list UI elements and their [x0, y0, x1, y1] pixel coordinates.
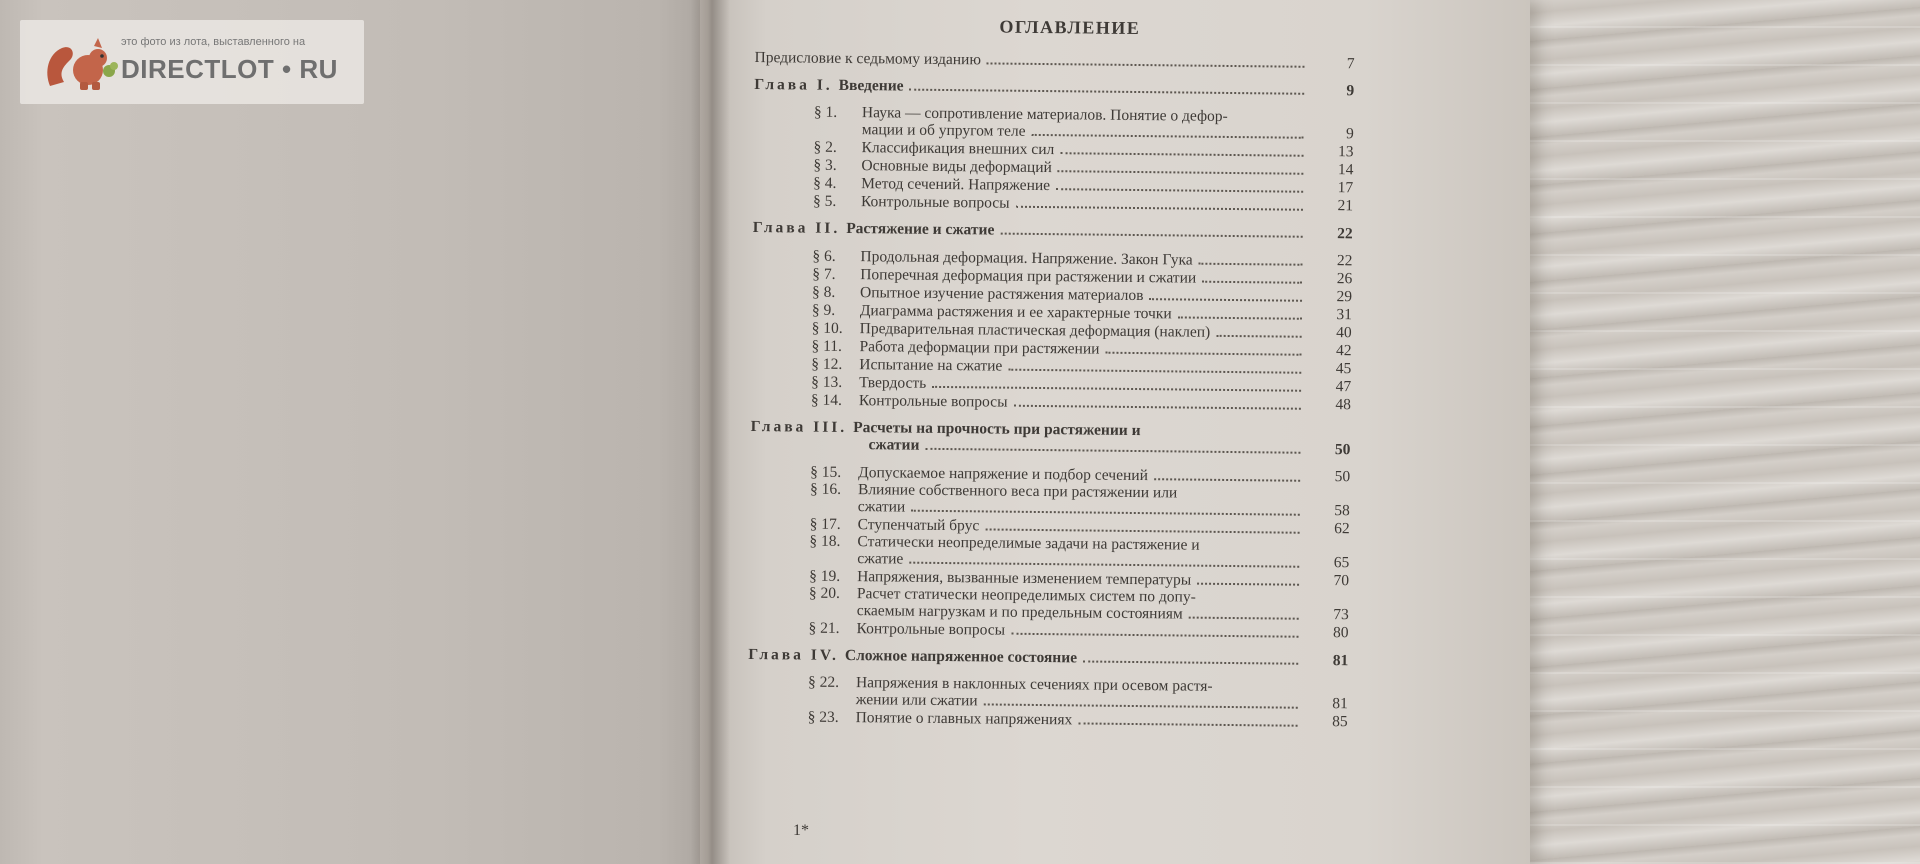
preface-label: Предисловие к седьмому изданию [754, 48, 982, 69]
toc-title: ОГЛАВЛЕНИЕ [999, 16, 1141, 39]
section-number: § 21. [808, 619, 840, 637]
section-number: § 20. [808, 584, 841, 602]
section-title: Предварительная пластическая деформация (наклеп) [859, 320, 1211, 341]
section-number: § 22. [807, 673, 840, 691]
leader-dots [1149, 298, 1302, 302]
watermark-brand: DIRECTLOT • RU [121, 54, 338, 84]
section-title: Статически неопределимые задачи на растяжение и [857, 533, 1200, 554]
page-signature: 1* [793, 822, 809, 839]
leader-dots [1105, 352, 1301, 356]
chapter-title: Расчеты на прочность при растяжении и [853, 419, 1141, 440]
section-list [748, 673, 1349, 731]
section-text [810, 481, 1306, 520]
section-title: Контрольные вопросы [856, 620, 1006, 639]
chapter-prefix: Глава I. [754, 75, 833, 94]
section-number: § 9. [811, 301, 836, 319]
section-number: § 16. [809, 480, 842, 498]
section-title: мации и об упругом теле [861, 121, 1026, 140]
section-title: Твердость [859, 374, 927, 392]
section-title: Опытное изучение растяжения материалов [859, 284, 1144, 305]
page-number: 9 [1346, 82, 1355, 100]
section-list [748, 462, 1350, 642]
leader-dots [932, 386, 1301, 392]
leader-dots [1056, 188, 1303, 193]
section-title: Основные виды деформаций [861, 157, 1052, 177]
leader-dots [1154, 478, 1300, 482]
leader-dots [910, 89, 1305, 95]
toc-section-row [754, 103, 1354, 143]
section-number: § 5. [812, 192, 837, 210]
section-number: § 23. [807, 708, 839, 726]
section-number: § 18. [809, 532, 841, 550]
section-title: Допускаемое напряжение и подбор сечений [858, 464, 1148, 485]
toc-preface-row [754, 49, 1354, 72]
section-number: § 11. [811, 337, 843, 355]
section-title: Понятие о главных напряжениях [855, 709, 1073, 729]
toc-section-row [748, 673, 1348, 713]
section-number: § 17. [809, 515, 841, 533]
leader-dots [925, 448, 1300, 454]
book-gutter-shadow [690, 0, 730, 864]
section-title: Метод сечений. Напряжение [861, 175, 1051, 195]
leader-dots [987, 62, 1305, 67]
toc-chapter-row [754, 76, 1354, 99]
section-text [808, 674, 1304, 713]
page-number: 85 [1332, 713, 1348, 731]
section-number: § 15. [810, 463, 842, 481]
page-number: 40 [1336, 324, 1352, 342]
section-title: Контрольные вопросы [860, 193, 1010, 212]
chapter-prefix: Глава III. [750, 417, 848, 436]
toc-section-row [749, 584, 1349, 624]
section-text [809, 585, 1305, 624]
page-number: 26 [1336, 270, 1353, 288]
section-number: § 7. [812, 265, 836, 283]
leader-dots [1197, 583, 1299, 586]
chapter-prefix: Глава II. [752, 218, 841, 237]
page-number: 22 [1337, 225, 1353, 243]
section-title: Влияние собственного веса при растяжении или [857, 481, 1178, 502]
page-number: 45 [1335, 360, 1352, 378]
leader-dots [1216, 335, 1301, 338]
page-number: 13 [1338, 143, 1354, 161]
section-number: § 4. [813, 174, 837, 192]
toc-section-row [750, 480, 1350, 520]
section-title: жении или сжатии [855, 691, 978, 710]
page-number: 70 [1333, 572, 1350, 590]
page-number: 81 [1332, 652, 1349, 670]
section-title: сжатие [857, 550, 904, 568]
page-number: 21 [1337, 197, 1354, 215]
table-of-contents [748, 14, 1355, 731]
section-number: § 12. [811, 355, 843, 373]
section-title: Контрольные вопросы [858, 392, 1008, 411]
page-number: 50 [1334, 441, 1351, 459]
leader-dots [1189, 617, 1299, 620]
section-number: § 13. [811, 373, 843, 391]
section-number: § 14. [810, 391, 843, 409]
left-book-page [0, 0, 715, 864]
page-number: 80 [1332, 624, 1349, 642]
page-number: 14 [1337, 161, 1354, 179]
leader-dots [985, 528, 1299, 533]
section-number: § 10. [811, 319, 843, 337]
section-title: Классификация внешних сил [861, 139, 1055, 159]
page-number: 62 [1334, 520, 1350, 538]
section-list [753, 103, 1354, 215]
section-number: § 2. [813, 138, 837, 156]
section-title: Напряжения в наклонных сечениях при осевом растя- [855, 674, 1213, 695]
leader-dots [1031, 134, 1303, 139]
section-title: Диаграмма растяжения и ее характерные точки [859, 302, 1172, 323]
leader-dots [1016, 206, 1303, 211]
page-number: 31 [1336, 306, 1352, 324]
toc-chapter-row [753, 219, 1353, 242]
leader-dots [1013, 405, 1300, 410]
section-number: § 8. [812, 283, 836, 301]
chapter-title: Введение [838, 76, 904, 95]
toc-chapter-row [748, 646, 1348, 669]
page-number: 42 [1335, 342, 1352, 360]
page-number: 47 [1335, 378, 1352, 396]
watermark-caption: это фото из лота, выставленного на [121, 36, 306, 48]
leader-dots [1202, 281, 1302, 284]
chapter-title: Сложное напряженное состояние [844, 646, 1078, 667]
section-title: Наука — сопротивление материалов. Понятие о дефор- [861, 104, 1228, 125]
leader-dots [911, 510, 1300, 516]
section-title: Ступенчатый брус [857, 516, 980, 535]
page-number: 29 [1336, 288, 1353, 306]
section-list [751, 246, 1353, 414]
page-number: 73 [1333, 606, 1349, 624]
chapter-prefix: Глава IV. [748, 645, 840, 664]
page-number: 50 [1334, 468, 1351, 486]
section-number: § 1. [813, 103, 838, 121]
page-number: 48 [1335, 396, 1352, 414]
chapter-title-continued: сжатии [868, 436, 920, 454]
toc-section-row [749, 532, 1349, 572]
leader-dots [1060, 152, 1303, 157]
directlot-watermark [20, 20, 364, 104]
leader-dots [909, 562, 1299, 568]
page-number: 81 [1332, 695, 1348, 713]
section-number: § 3. [813, 156, 837, 174]
section-title: Работа деформации при растяжении [859, 338, 1100, 358]
leader-dots [1083, 660, 1298, 664]
leader-dots [1199, 263, 1303, 266]
page-number: 17 [1337, 179, 1354, 197]
section-text [809, 533, 1305, 572]
section-title: Напряжения, вызванные изменением температуры [857, 568, 1192, 589]
page-number: 58 [1334, 502, 1350, 520]
page-number: 7 [1346, 55, 1355, 73]
leader-dots [1078, 722, 1297, 726]
section-title: скаемым нагрузкам и по предельным состояниям [856, 602, 1183, 623]
leader-dots [1011, 633, 1298, 638]
section-title: Расчет статически неопределимых систем по допу- [856, 585, 1196, 606]
section-title: Испытание на сжатие [859, 356, 1003, 375]
leader-dots [1008, 369, 1301, 374]
section-number: § 19. [809, 567, 841, 585]
section-title: Продольная деформация. Напряжение. Закон Гука [860, 248, 1193, 269]
page-number: 22 [1336, 252, 1353, 270]
section-title: сжатии [857, 498, 906, 516]
leader-dots [984, 703, 1298, 708]
leader-dots [1058, 170, 1304, 175]
page-number: 9 [1345, 125, 1354, 143]
toc-chapters [748, 76, 1355, 731]
chapter-title: Растяжение и сжатие [846, 219, 995, 239]
leader-dots [1000, 233, 1302, 238]
squirrel-logo-icon [42, 36, 128, 94]
page-number: 65 [1333, 554, 1350, 572]
section-number: § 6. [812, 247, 836, 265]
section-text [814, 104, 1310, 143]
leader-dots [1178, 316, 1302, 319]
section-title: Поперечная деформация при растяжении и сжатии [860, 266, 1197, 287]
